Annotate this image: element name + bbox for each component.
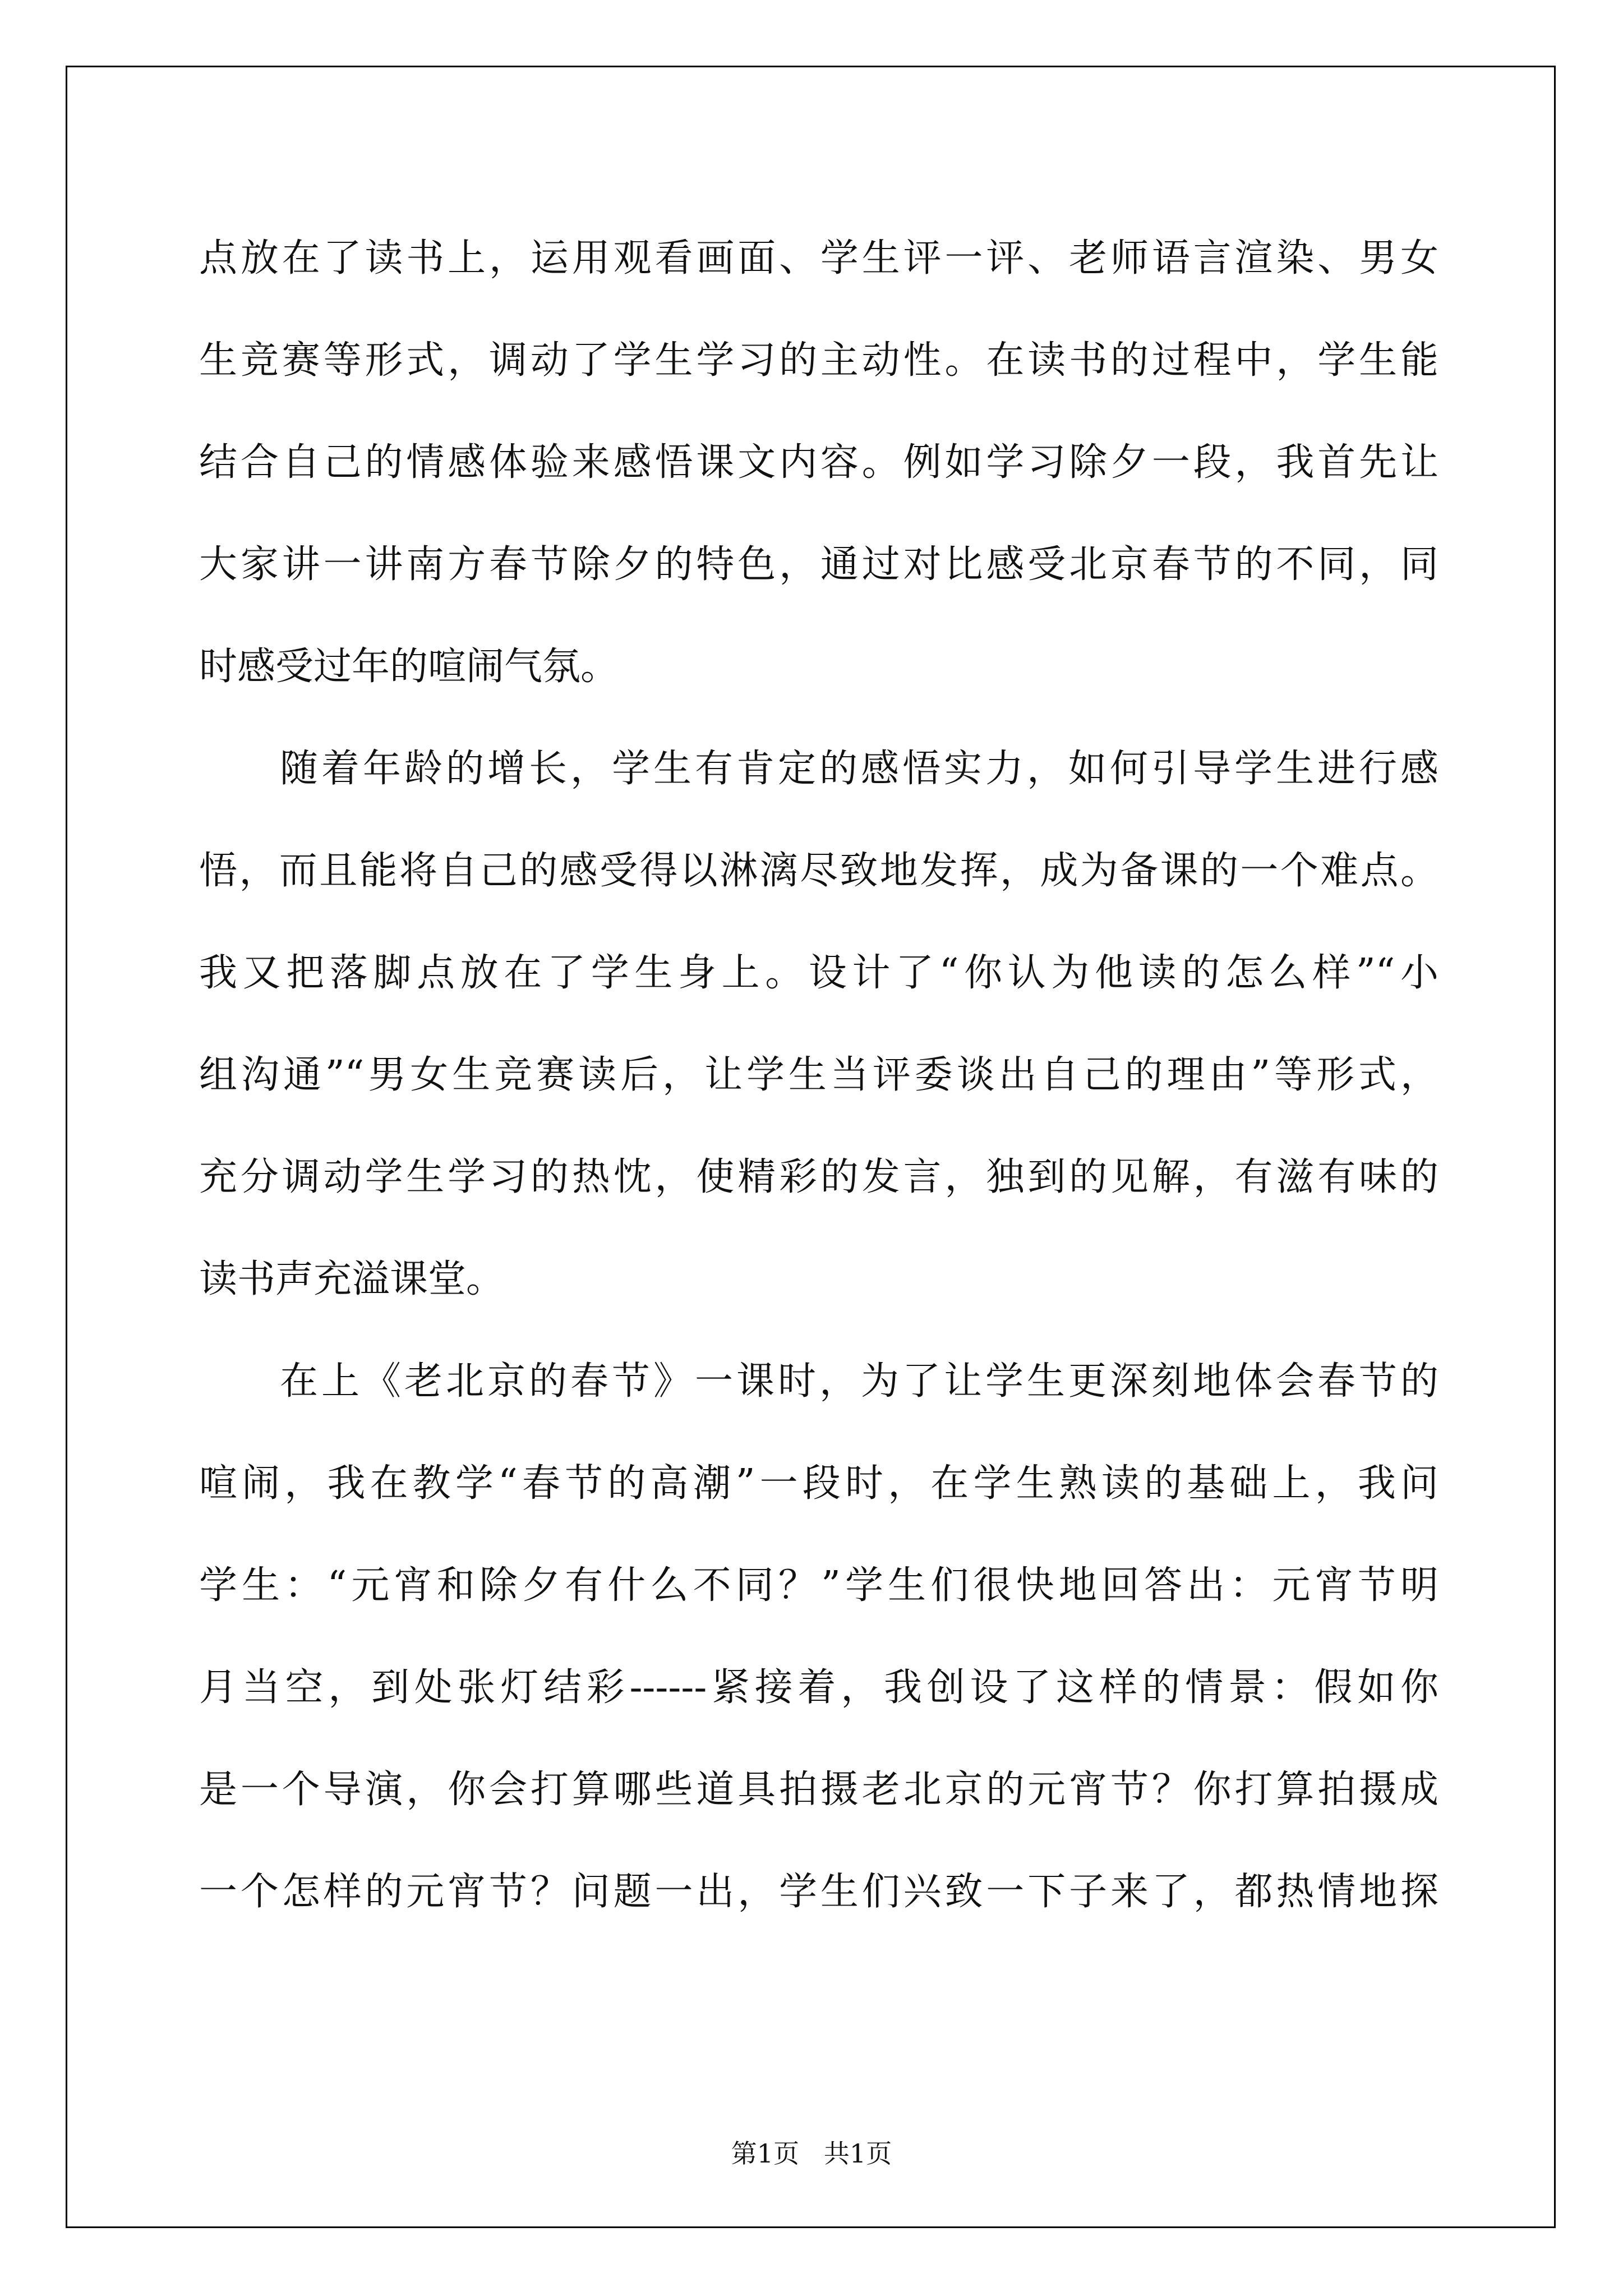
text-line: 生竞赛等形式，调动了学生学习的主动性。在读书的过程中，学生能: [199, 338, 1438, 383]
text-line: 读书声充溢课堂。: [199, 1257, 505, 1301]
text-line: 学生：“元宵和除夕有什么不同？”学生们很快地回答出：元宵节明: [199, 1563, 1438, 1608]
page-footer: 第1页 共1页: [731, 2138, 892, 2169]
text-line: 是一个导演，你会打算哪些道具拍摄老北京的元宵节？你打算拍摄成: [199, 1768, 1438, 1812]
text-line: 月当空，到处张灯结彩------紧接着，我创设了这样的情景：假如你: [199, 1665, 1438, 1710]
text-line: 喧闹，我在教学“春节的高潮”一段时，在学生熟读的基础上，我问: [199, 1461, 1438, 1506]
text-line: 点放在了读书上，运用观看画面、学生评一评、老师语言渲染、男女: [199, 236, 1438, 280]
text-line: 结合自己的情感体验来感悟课文内容。例如学习除夕一段，我首先让: [199, 440, 1438, 485]
text-line: 大家讲一讲南方春节除夕的特色，通过对比感受北京春节的不同，同: [199, 542, 1438, 587]
document-body: [199, 208, 1438, 1943]
text-line: 充分调动学生学习的热忱，使精彩的发言，独到的见解，有滋有味的: [199, 1155, 1438, 1199]
paragraph-first-line: 随着年龄的增长，学生有肯定的感悟实力，如何引导学生进行感: [280, 747, 1438, 791]
text-line: 时感受过年的喧闹气氛。: [199, 645, 619, 689]
paragraph-first-line: 在上《老北京的春节》一课时，为了让学生更深刻地体会春节的: [280, 1359, 1438, 1404]
text-line: 悟，而且能将自己的感受得以淋漓尽致地发挥，成为备课的一个难点。: [199, 849, 1438, 893]
text-line: 组沟通”“男女生竞赛读后，让学生当评委谈出自己的理由”等形式，: [199, 1053, 1438, 1097]
text-line: 我又把落脚点放在了学生身上。设计了“你认为他读的怎么样”“小: [199, 951, 1438, 995]
text-line: 一个怎样的元宵节？问题一出，学生们兴致一下子来了，都热情地探: [199, 1870, 1438, 1914]
